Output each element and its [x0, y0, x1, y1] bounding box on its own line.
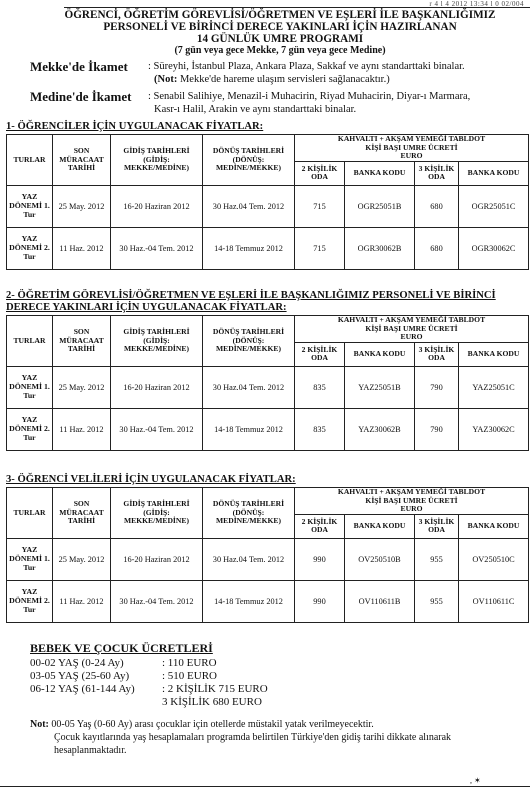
cell-son-muracaat: 25 May. 2012 — [53, 366, 111, 408]
cell-gidis: 16-20 Haziran 2012 — [111, 366, 203, 408]
header-kahvalti — [295, 316, 529, 343]
medine-hotels-1: : Senabil Salihiye, Menazil-i Muhacirin, Riyad Muhacirin, Diyar-ı Marmara, — [148, 91, 471, 102]
cell-bank-code-3: YAZ30062C — [459, 408, 529, 450]
header-line-2: PERSONELİ VE BİRİNCİ DERECE YAKINLARI İÇİN HAZIRLANAN — [103, 21, 457, 33]
scan-mark: , ✶ — [470, 776, 481, 785]
mekke-hotels: : Süreyhi, İstanbul Plaza, Ankara Plaza, Sakkaf ve aynı standarttaki binalar. — [148, 61, 465, 72]
cell-price-3: 790 — [415, 366, 459, 408]
cell-bank-code-3: OGR25051C — [459, 185, 529, 227]
bebek-price: : 2 KİŞİLİK 715 EURO — [162, 683, 268, 695]
header-donus: DÖNÜŞ TARİHLERİ (DÖNÜŞ: MEDİNE/MEKKE) — [203, 488, 295, 539]
note-label: Not: — [30, 719, 49, 730]
price-table — [6, 134, 529, 270]
mekke-note — [148, 73, 522, 86]
cell-bank-code-2: YAZ30062B — [345, 408, 415, 450]
cell-price-3: 955 — [415, 538, 459, 580]
header-kahvalti-line: KAHVALTI + AKŞAM YEMEĞİ TABLDOT — [337, 134, 486, 143]
cell-tur: YAZ DÖNEMİ 2. Tur — [7, 408, 53, 450]
mekke-note-label: (Not: — [154, 74, 178, 85]
mekke-label: Mekke'de İkamet — [30, 59, 128, 74]
cell-price-3: 955 — [415, 580, 459, 622]
header-son-muracaat: SON MÜRACAAT TARİHİ — [53, 316, 111, 367]
table-row — [7, 185, 529, 227]
medine-ikamet — [30, 90, 522, 116]
table-row — [7, 227, 529, 269]
cell-tur: YAZ DÖNEMİ 1. Tur — [7, 366, 53, 408]
header-euro-line: EURO — [400, 504, 423, 514]
cell-son-muracaat: 25 May. 2012 — [53, 538, 111, 580]
header-gidis: GİDİŞ TARİHLERİ (GİDİŞ: MEKKE/MEDİNE) — [111, 316, 203, 367]
bottom-rule — [0, 786, 530, 787]
cell-price-3: 680 — [415, 185, 459, 227]
cell-price-2: 715 — [295, 227, 345, 269]
header-2-kisilik: 2 KİŞİLİK ODA — [295, 161, 345, 185]
header-euro-line: EURO — [400, 332, 423, 342]
header-banka-kodu: BANKA KODU — [345, 514, 415, 538]
cell-bank-code-3: OGR30062C — [459, 227, 529, 269]
cell-price-2: 835 — [295, 408, 345, 450]
medine-label: Medine'de İkamet — [30, 89, 132, 104]
cell-donus: 14-18 Temmuz 2012 — [203, 227, 295, 269]
medine-hotels-2: Kasr-ı Halil, Arakin ve aynı standarttaki binalar. — [154, 104, 357, 115]
table-row — [7, 408, 529, 450]
section-title: 3- ÖĞRENCİ VELİLERİ İÇİN UYGULANACAK FİYATLAR: — [6, 474, 296, 485]
top-rule — [64, 7, 530, 8]
header-2-kisilik: 2 KİŞİLİK ODA — [295, 342, 345, 366]
header-turlar: TURLAR — [7, 316, 53, 367]
bebek-title: BEBEK VE ÇOCUK ÜCRETLERİ — [30, 641, 213, 655]
cell-tur: YAZ DÖNEMİ 2. Tur — [7, 227, 53, 269]
cell-donus: 30 Haz.04 Tem. 2012 — [203, 366, 295, 408]
table-row — [7, 580, 529, 622]
header-euro-line: EURO — [400, 151, 423, 161]
cell-bank-code-2: OV250510B — [345, 538, 415, 580]
cell-price-2: 835 — [295, 366, 345, 408]
header-line-1: ÖĞRENCİ, ÖĞRETİM GÖREVLİSİ/ÖĞRETMEN VE EŞLERİ İLE BAŞKANLIĞIMIZ — [64, 9, 496, 21]
bebek-price: : 510 EURO — [162, 670, 217, 682]
cell-son-muracaat: 11 Haz. 2012 — [53, 580, 111, 622]
cell-gidis: 30 Haz.-04 Tem. 2012 — [111, 580, 203, 622]
cell-son-muracaat: 11 Haz. 2012 — [53, 408, 111, 450]
section-title: 1- ÖĞRENCİLER İÇİN UYGULANACAK FİYATLAR: — [6, 121, 264, 132]
header-turlar: TURLAR — [7, 488, 53, 539]
cell-price-3: 680 — [415, 227, 459, 269]
table-row — [7, 538, 529, 580]
cell-son-muracaat: 11 Haz. 2012 — [53, 227, 111, 269]
header-kisi-line: KİŞİ BAŞI UMRE ÜCRETİ — [365, 142, 458, 152]
footer-note — [30, 718, 526, 757]
section-title: 2- ÖĞRETİM GÖREVLİSİ/ÖĞRETMEN VE EŞLERİ İLE BAŞKANLIĞIMIZ PERSONELİ VE BİRİNCİ DERECE YAKINLARI İÇİN UYGULANACAK FİYATLAR: — [6, 290, 496, 313]
header-kisi-line: KİŞİ BAŞI UMRE ÜCRETİ — [365, 323, 458, 333]
note-line-3: hesaplanmaktadır. — [54, 745, 127, 756]
header-kahvalti — [295, 135, 529, 162]
bebek-price: : 110 EURO — [162, 657, 217, 669]
cell-donus: 30 Haz.04 Tem. 2012 — [203, 538, 295, 580]
cell-gidis: 30 Haz.-04 Tem. 2012 — [111, 408, 203, 450]
cell-gidis: 30 Haz.-04 Tem. 2012 — [111, 227, 203, 269]
note-line-2: Çocuk kayıtlarında yaş hesaplamaları programda belirtilen Türkiye'den gidiş tarihi dikkate alınarak — [54, 732, 452, 743]
header-turlar: TURLAR — [7, 135, 53, 186]
header-gidis: GİDİŞ TARİHLERİ (GİDİŞ: MEKKE/MEDİNE) — [111, 135, 203, 186]
cell-tur: YAZ DÖNEMİ 1. Tur — [7, 185, 53, 227]
cell-donus: 30 Haz.04 Tem. 2012 — [203, 185, 295, 227]
document-header — [40, 9, 520, 57]
medine-text — [148, 90, 522, 116]
cell-tur: YAZ DÖNEMİ 1. Tur — [7, 538, 53, 580]
cell-price-2: 990 — [295, 538, 345, 580]
bebek-age: 06-12 YAŞ (61-144 Ay) — [30, 683, 135, 695]
cell-bank-code-2: OGR30062B — [345, 227, 415, 269]
header-son-muracaat: SON MÜRACAAT TARİHİ — [53, 488, 111, 539]
header-banka-kodu: BANKA KODU — [459, 342, 529, 366]
cell-bank-code-3: OV250510C — [459, 538, 529, 580]
header-gidis: GİDİŞ TARİHLERİ (GİDİŞ: MEKKE/MEDİNE) — [111, 488, 203, 539]
fax-header: r 4 l 4 2012 13:34 l 0 02/004 — [429, 0, 524, 8]
cell-price-3: 790 — [415, 408, 459, 450]
header-banka-kodu: BANKA KODU — [459, 161, 529, 185]
header-line-3: 14 GÜNLÜK UMRE PROGRAMI — [196, 33, 364, 45]
cell-gidis: 16-20 Haziran 2012 — [111, 538, 203, 580]
cell-price-2: 990 — [295, 580, 345, 622]
cell-donus: 14-18 Temmuz 2012 — [203, 408, 295, 450]
header-3-kisilik: 3 KİŞİLİK ODA — [415, 342, 459, 366]
cell-donus: 14-18 Temmuz 2012 — [203, 580, 295, 622]
header-kisi-line: KİŞİ BAŞI UMRE ÜCRETİ — [365, 495, 458, 505]
cell-gidis: 16-20 Haziran 2012 — [111, 185, 203, 227]
table-row — [7, 366, 529, 408]
cell-son-muracaat: 25 May. 2012 — [53, 185, 111, 227]
header-banka-kodu: BANKA KODU — [345, 342, 415, 366]
price-table — [6, 315, 529, 451]
price-table — [6, 487, 529, 623]
header-donus: DÖNÜŞ TARİHLERİ (DÖNÜŞ: MEDİNE/MEKKE) — [203, 135, 295, 186]
note-line-1: 00-05 Yaş (0-60 Ay) arası çocuklar için otellerde müstakil yatak verilmeyecektir. — [48, 719, 374, 730]
cell-bank-code-2: YAZ25051B — [345, 366, 415, 408]
header-2-kisilik: 2 KİŞİLİK ODA — [295, 514, 345, 538]
mekke-ikamet — [30, 60, 522, 86]
bebek-price: 3 KİŞİLİK 680 EURO — [162, 696, 262, 708]
header-banka-kodu: BANKA KODU — [345, 161, 415, 185]
cell-bank-code-2: OGR25051B — [345, 185, 415, 227]
header-kahvalti — [295, 488, 529, 515]
header-son-muracaat: SON MÜRACAAT TARİHİ — [53, 135, 111, 186]
mekke-note-text: Mekke'de hareme ulaşım servisleri sağlanacaktır.) — [177, 74, 390, 85]
bebek-age: 00-02 YAŞ (0-24 Ay) — [30, 657, 124, 669]
header-3-kisilik: 3 KİŞİLİK ODA — [415, 514, 459, 538]
header-banka-kodu: BANKA KODU — [459, 514, 529, 538]
cell-bank-code-2: OV110611B — [345, 580, 415, 622]
cell-tur: YAZ DÖNEMİ 2. Tur — [7, 580, 53, 622]
header-kahvalti-line: KAHVALTI + AKŞAM YEMEĞİ TABLDOT — [337, 487, 486, 496]
mekke-text — [148, 60, 522, 86]
cell-bank-code-3: OV110611C — [459, 580, 529, 622]
cell-bank-code-3: YAZ25051C — [459, 366, 529, 408]
header-line-4: (7 gün veya gece Mekke, 7 gün veya gece Medine) — [174, 45, 386, 56]
bebek-age: 03-05 YAŞ (25-60 Ay) — [30, 670, 130, 682]
header-3-kisilik: 3 KİŞİLİK ODA — [415, 161, 459, 185]
header-kahvalti-line: KAHVALTI + AKŞAM YEMEĞİ TABLDOT — [337, 315, 486, 324]
header-donus: DÖNÜŞ TARİHLERİ (DÖNÜŞ: MEDİNE/MEKKE) — [203, 316, 295, 367]
cell-price-2: 715 — [295, 185, 345, 227]
